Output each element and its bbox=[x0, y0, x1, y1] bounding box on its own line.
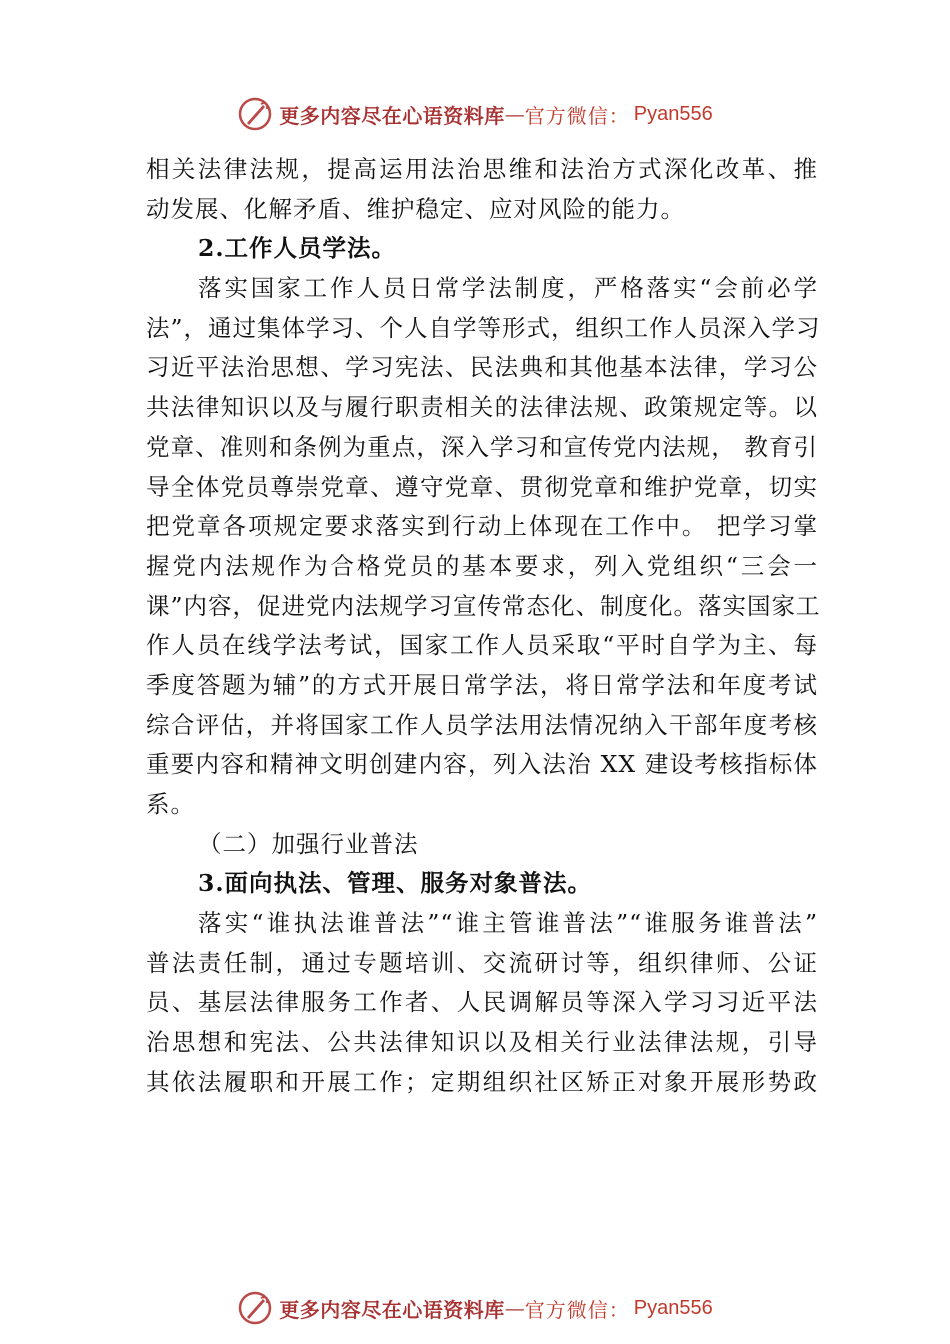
footer-separator: — bbox=[504, 1296, 525, 1320]
header-separator: — bbox=[504, 102, 525, 126]
body-line: 导全体党员尊崇党章、遵守党章、贯彻党章和维护党章，切实 bbox=[146, 472, 818, 501]
section-heading: 3.面向执法、管理、服务对象普法。 bbox=[198, 869, 593, 898]
body-line: 习近平法治思想、学习宪法、民法典和其他基本法律，学习公 bbox=[146, 353, 818, 382]
body-line: 动发展、化解矛盾、维护稳定、应对风险的能力。 bbox=[146, 194, 685, 223]
body-line: 员、基层法律服务工作者、人民调解员等深入学习习近平法 bbox=[146, 988, 818, 1017]
body-line: 课”内容，促进党内法规学习宣传常态化、制度化。落实国家工 bbox=[146, 591, 821, 620]
body-line: 共法律知识以及与履行职责相关的法律法规、政策规定等。以 bbox=[146, 393, 818, 422]
quill-logo-icon bbox=[237, 1290, 273, 1326]
body-line: 治思想和宪法、公共法律知识以及相关行业法律法规，引导 bbox=[146, 1028, 818, 1057]
body-line: 相关法律法规，提高运用法治思维和法治方式深化改革、推 bbox=[146, 155, 818, 183]
header-slogan: 更多内容尽在心语资料库 bbox=[279, 103, 505, 128]
body-line: 落实国家工作人员日常学法制度，严格落实“会前必学 bbox=[198, 274, 818, 303]
body-line: 握党内法规作为合格党员的基本要求，列入党组织“三会一 bbox=[146, 551, 818, 580]
body-line: 落实“谁执法谁普法”“谁主管谁普法”“谁服务谁普法” bbox=[198, 909, 818, 938]
body-line: 系。 bbox=[146, 790, 195, 818]
document-body bbox=[146, 150, 821, 1103]
body-line: 作人员在线学法考试，国家工作人员采取“平时自学为主、每 bbox=[146, 631, 818, 660]
footer-wechat-id: Pyan556 bbox=[633, 1296, 713, 1319]
body-line: 法”，通过集体学习、个人自学等形式，组织工作人员深入学习 bbox=[146, 313, 821, 342]
subsection-heading: （二）加强行业普法 bbox=[198, 829, 419, 858]
body-line: 季度答题为辅”的方式开展日常学法，将日常学法和年度考试 bbox=[146, 670, 818, 699]
footer-banner bbox=[0, 1288, 950, 1328]
body-line: 综合评估，并将国家工作人员学法用法情况纳入干部年度考核 bbox=[146, 710, 818, 739]
footer-slogan: 更多内容尽在心语资料库 bbox=[279, 1297, 505, 1322]
body-line: 党章、准则和条例为重点，深入学习和宣传党内法规， 教育引 bbox=[146, 432, 818, 461]
body-line: 把党章各项规定要求落实到行动上体现在工作中。 把学习掌 bbox=[146, 512, 818, 541]
body-line: 其依法履职和开展工作；定期组织社区矫正对象开展形势政 bbox=[146, 1067, 818, 1096]
quill-logo-icon bbox=[237, 96, 273, 132]
body-line: 重要内容和精神文明创建内容，列入法治 XX 建设考核指标体 bbox=[146, 750, 818, 779]
footer-label: 官方微信： bbox=[524, 1297, 630, 1322]
header-label: 官方微信： bbox=[524, 103, 630, 128]
header-banner bbox=[0, 94, 950, 134]
body-line: 普法责任制，通过专题培训、交流研讨等，组织律师、公证 bbox=[146, 948, 818, 977]
section-heading: 2.工作人员学法。 bbox=[198, 234, 397, 263]
header-wechat-id: Pyan556 bbox=[633, 102, 713, 125]
